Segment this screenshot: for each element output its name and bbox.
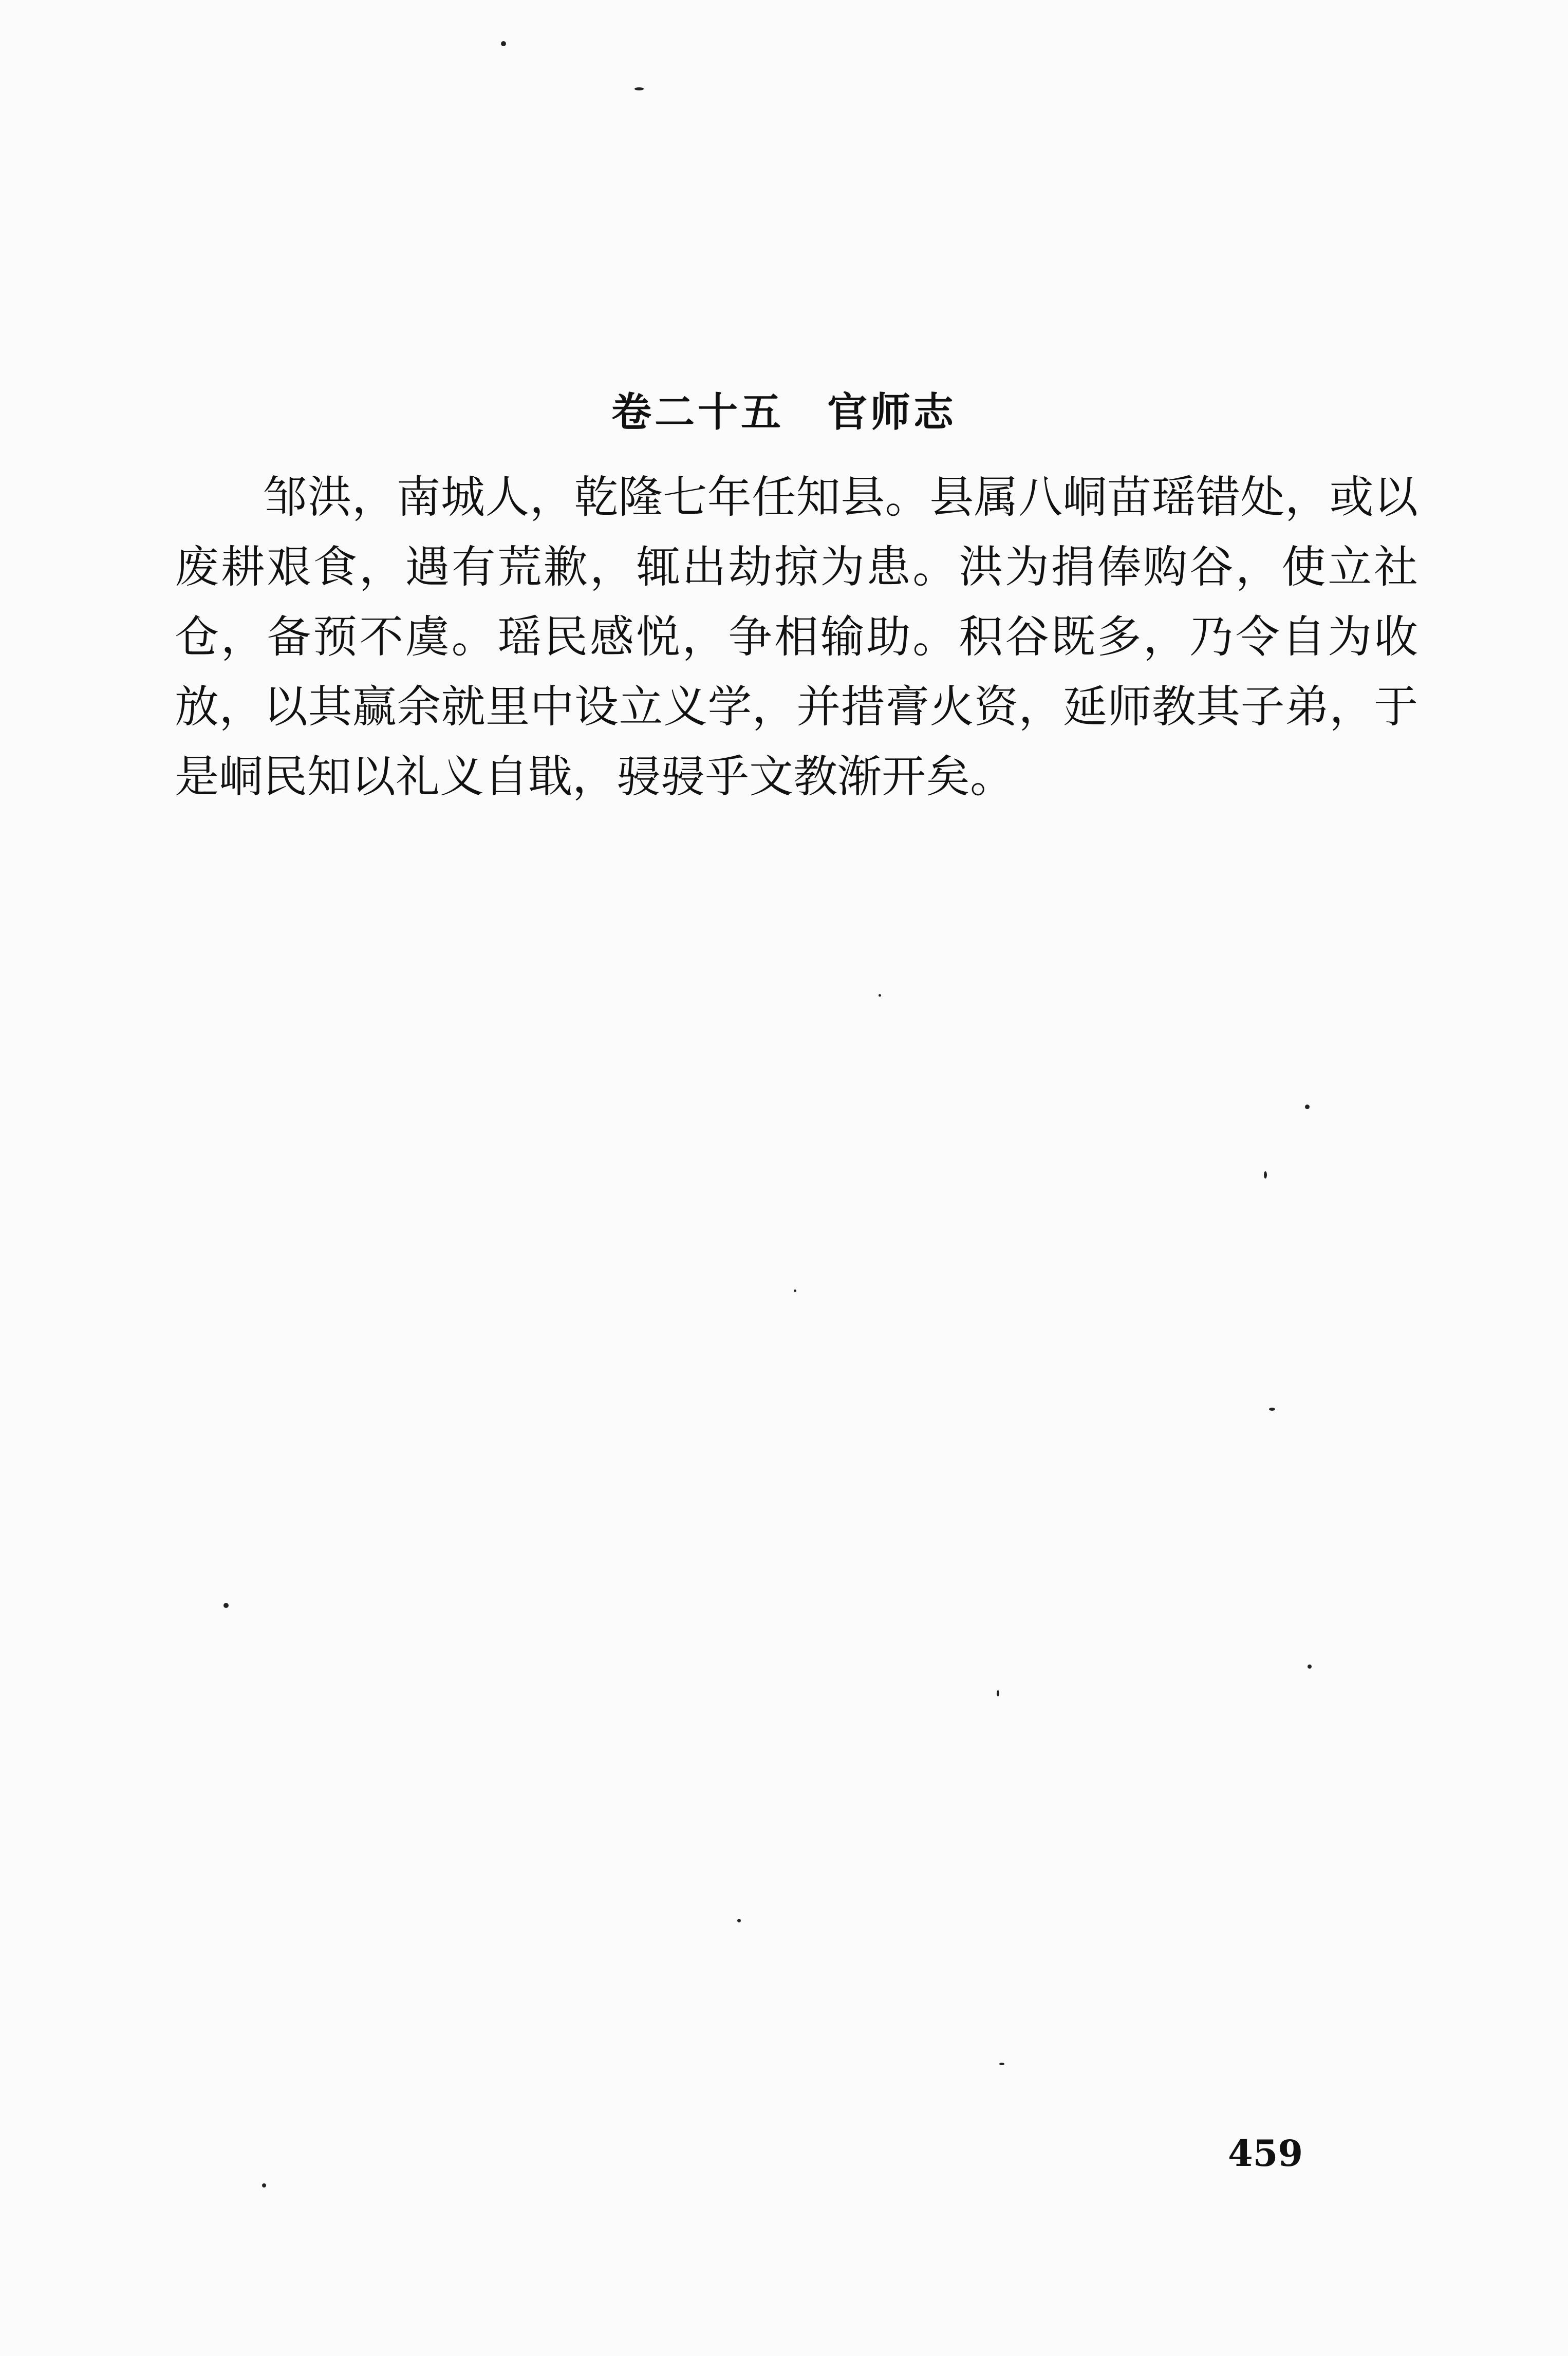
body-paragraph: 邹洪，南城人，乾隆七年任知县。县属八峒苗瑶错处，或以废耕艰食，遇有荒歉，辄出劫掠为患。洪为捐俸购谷，使立社仓，备预不虞。瑶民感悦，争相输助。积谷既多，乃令自为收放，以其赢余就里中设立义学，并措膏火资，延师教其子弟，于是峒民知以礼义自戢，骎骎乎文教渐开矣。 [175,472,1418,802]
scan-speck [1269,1408,1275,1411]
scan-speck [1308,1665,1312,1669]
scan-speck [879,994,881,997]
scan-speck [737,1919,741,1922]
scan-speck [999,2063,1004,2065]
chapter-title: 卷二十五 官师志 [611,389,957,436]
scan-speck [794,1289,796,1292]
scan-speck [501,41,506,46]
page-number: 459 [1228,2132,1303,2175]
scan-speck [634,87,644,90]
scan-speck [262,2183,266,2187]
scan-speck [997,1690,999,1696]
scan-speck [223,1603,229,1608]
scan-speck [1264,1171,1267,1179]
scan-speck [1305,1105,1310,1109]
